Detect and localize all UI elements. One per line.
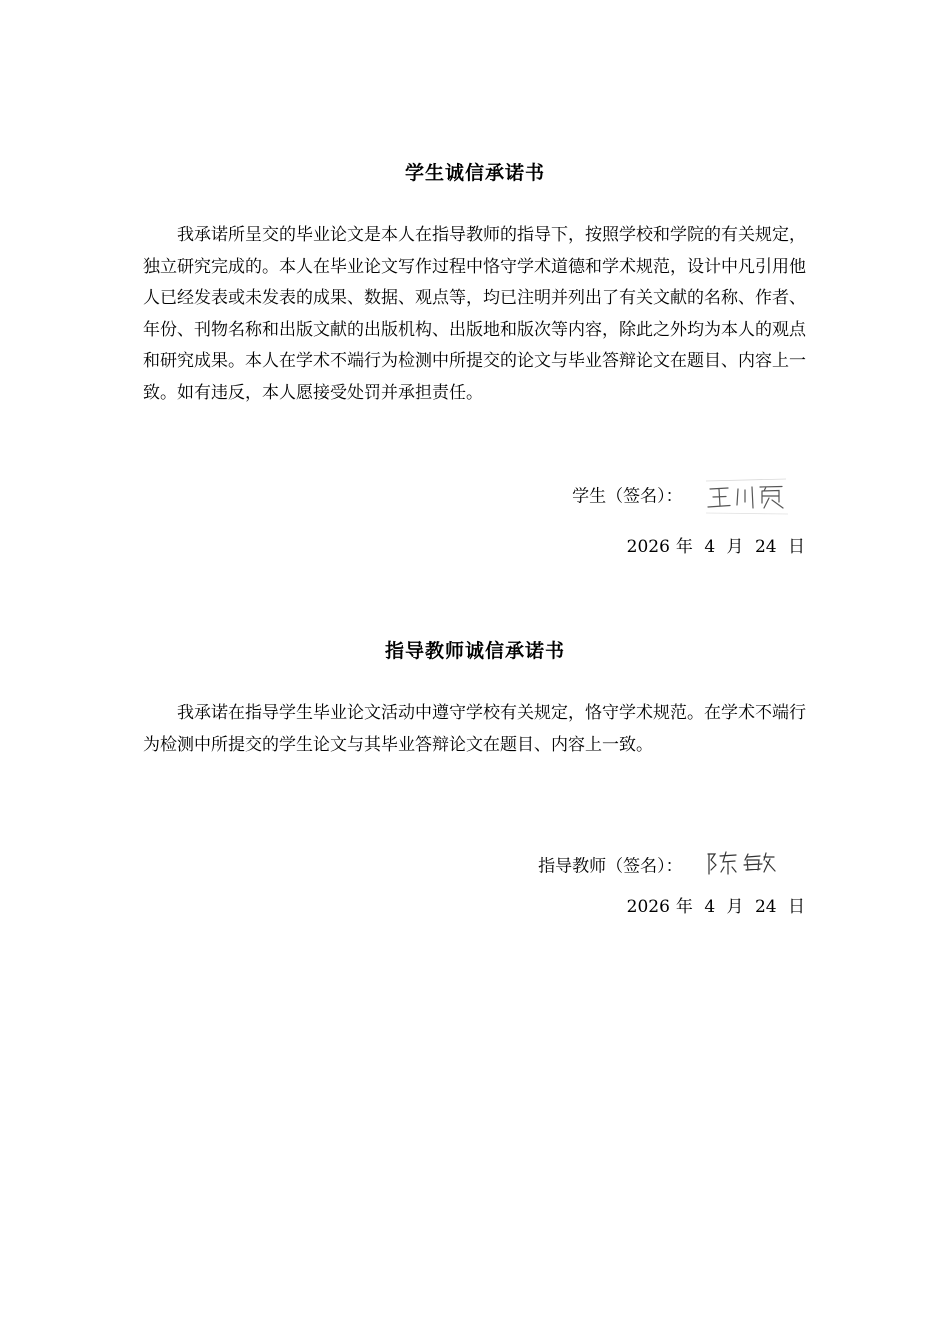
advisor-date-day: 24 [754,897,777,917]
student-date-month-unit: 月 [726,537,744,557]
advisor-sign-label: 指导教师（签名）： [538,856,683,877]
student-date-year: 2026 [626,537,670,557]
student-pledge-body: 我承诺所呈交的毕业论文是本人在指导教师的指导下，按照学校和学院的有关规定，独立研究完成的。本人在毕业论文写作过程中恪守学术道德和学术规范，设计中凡引用他人已经发表或未发表的成果、数据、观点等，均已注明并列出了有关文献的名称、作者、年份、刊物名称和出版文献的出版机构、出版地和版次等内容，除此之外均为本人的观点和研究成果。本人在学术不端行为检测中所提交的论文与毕业答辩论文在题目、内容上一致。如有违反，本人愿接受处罚并承担责任。 [143,225,806,403]
advisor-date-day-unit: 日 [788,897,805,917]
student-date [627,532,805,557]
student-pledge-title: 学生诚信承诺书 [404,162,545,184]
advisor-handwritten-signature [704,848,790,886]
advisor-signature-line [538,848,790,886]
student-sign-label: 学生（签名）： [572,486,683,507]
student-handwritten-signature [704,478,790,516]
student-signature-line [572,478,790,516]
advisor-date [627,892,805,917]
advisor-pledge-title: 指导教师诚信承诺书 [384,640,565,662]
advisor-date-year-unit: 年 [675,897,693,917]
student-date-year-unit: 年 [675,537,693,557]
advisor-date-month-unit: 月 [726,897,744,917]
advisor-pledge-body: 我承诺在指导学生毕业论文活动中遵守学校有关规定，恪守学术规范。在学术不端行为检测中所提交的学生论文与其毕业答辩论文在题目、内容上一致。 [143,703,806,755]
student-date-month: 4 [704,537,716,557]
student-date-day: 24 [754,537,777,557]
advisor-date-month: 4 [704,897,716,917]
student-date-day-unit: 日 [788,537,805,557]
advisor-date-year: 2026 [626,897,670,917]
